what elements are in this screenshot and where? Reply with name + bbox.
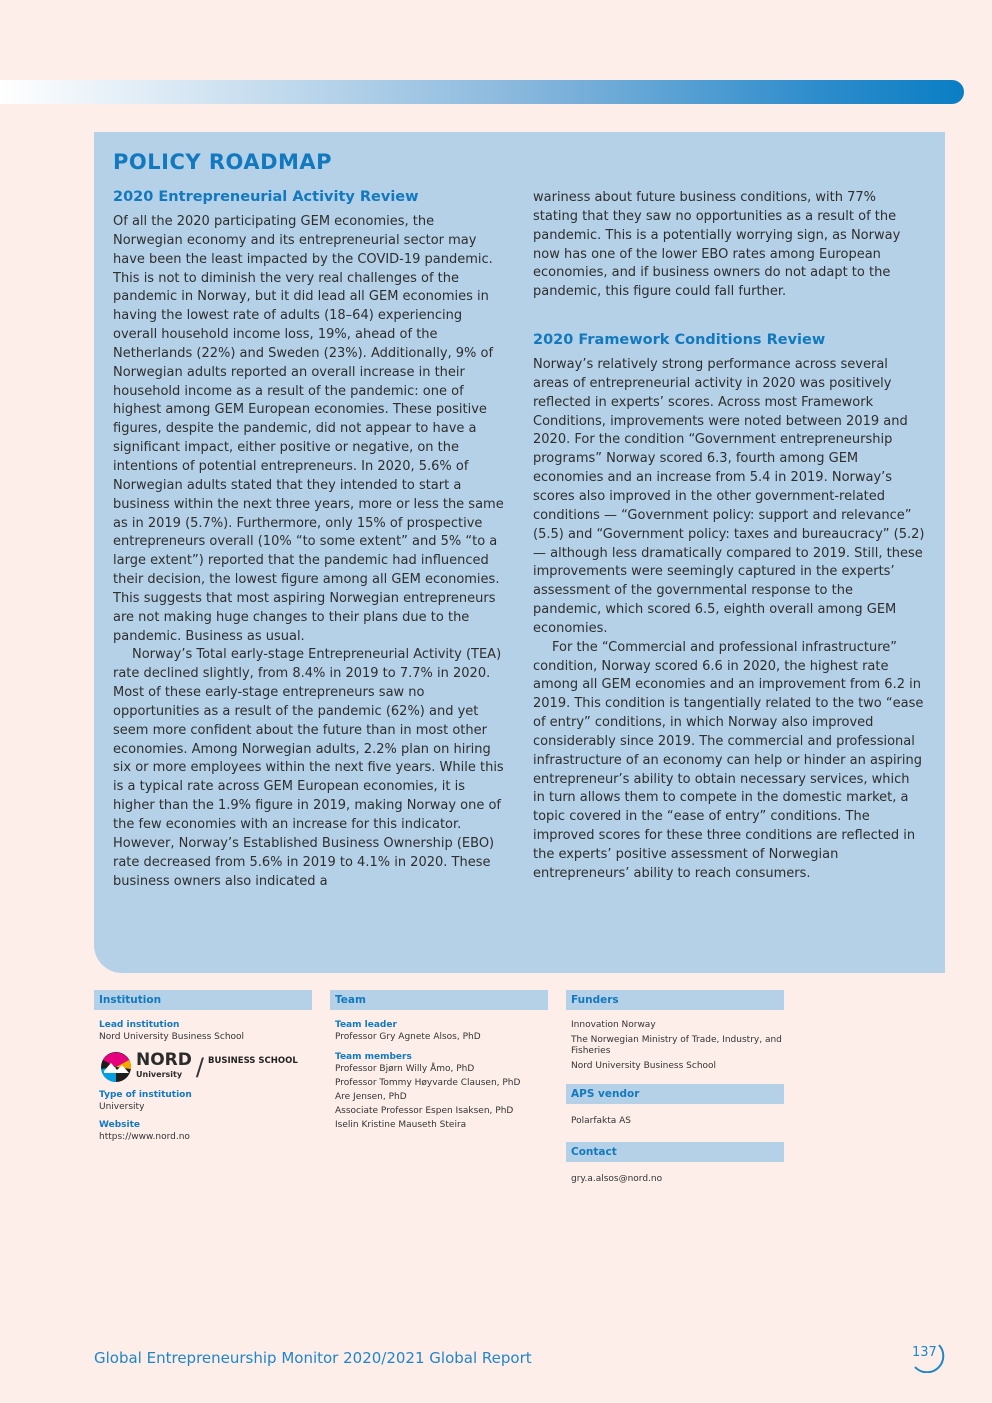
team-leader-label: Team leader	[335, 1020, 397, 1030]
website-label: Website	[99, 1120, 141, 1130]
team-column	[330, 990, 548, 1132]
framework-paragraph-1: Norway’s relatively strong performance across several areas of entrepreneurial activity in 2020 was positively reflected in experts’ scores. Across most Framework Conditions, improvements were noted between 2019 and 2020. For the condition “Government entrepreneurship programs” Norway scored 6.3, fourth among GEM economies and an increase from 5.4 in 2019. Norway’s scores also improved in the other government-related conditions — “Government policy: support and relevance” (5.5) and “Government policy: taxes and bureaucracy” (5.2) — although less dramatically compared to 2019. Still, these improvements were seemingly captured in the experts’ assessment of the governmental response to the pandemic, which scored 6.5, eighth overall among GEM economies.	[533, 357, 925, 636]
aps-vendor-heading: APS vendor	[566, 1084, 784, 1104]
activity-paragraph-2: Norway’s Total early-stage Entrepreneurial Activity (TEA) rate declined slightly, from 8.4% in 2019 to 7.7% in 2020. Most of these early-stage entrepreneurs saw no opportunities as a result of the pandemic (62%) and yet seem more confident about the future than in most other economies. Among Norwegian adults, 2.2% plan on hiring six or more employees within the next five years. While this is a typical rate across GEM European economies, it is higher than the 1.9% figure in 2019, making Norway one of the few economies with an increase for this indicator. However, Norway’s Established Business Ownership (EBO) rate decreased from 5.6% in 2019 to 4.1% in 2020. These business owners also indicated a	[113, 647, 504, 889]
institution-heading: Institution	[94, 990, 312, 1010]
website-link[interactable]: https://www.nord.no	[99, 1132, 190, 1142]
contact-heading: Contact	[566, 1142, 784, 1162]
policy-roadmap-panel	[94, 132, 945, 973]
team-leader-value: Professor Gry Agnete Alsos, PhD	[335, 1032, 481, 1042]
header-gradient-bar	[0, 80, 964, 104]
team-member: Associate Professor Espen Isaksen, PhD	[335, 1106, 514, 1116]
team-members-label: Team members	[335, 1052, 412, 1062]
nord-emblem-icon	[99, 1051, 133, 1083]
logo-separator: /	[195, 1053, 204, 1081]
funder-item: Nord University Business School	[571, 1061, 717, 1071]
funder-item: The Norwegian Ministry of Trade, Industry, and Fisheries	[571, 1035, 782, 1056]
logo-wordmark	[136, 1049, 192, 1082]
section-heading-activity-review: 2020 Entrepreneurial Activity Review	[113, 189, 419, 205]
logo-university-text: University	[136, 1069, 183, 1079]
team-member: Professor Bjørn Willy Åmo, PhD	[335, 1064, 475, 1074]
funder-item: Innovation Norway	[571, 1020, 656, 1030]
footer-report-title: Global Entrepreneurship Monitor 2020/2021 Global Report	[94, 1349, 532, 1367]
nord-university-logo	[94, 1050, 312, 1084]
aps-vendor-value: Polarfakta AS	[571, 1116, 631, 1126]
team-member: Iselin Kristine Mauseth Steira	[335, 1120, 467, 1130]
framework-paragraph-2: For the “Commercial and professional infrastructure” condition, Norway scored 6.6 in 2020, the highest rate among all GEM economies and an improvement from 6.2 in 2019. This condition is tangentially related to the two “ease of entry” conditions, in which Norway also improved considerably since 2019. The commercial and professional infrastructure of an economy can help or hinder an aspiring entrepreneur’s ability to obtain necessary services, which in turn allows them to compete in the domestic market, a topic covered in the “ease of entry” conditions. The improved scores for these three conditions are reflected in the experts’ positive assessment of Norwegian entrepreneurs’ ability to reach consumers.	[533, 639, 924, 881]
institution-type-label: Type of institution	[99, 1090, 192, 1100]
panel-title: POLICY ROADMAP	[113, 150, 333, 174]
contact-email[interactable]: gry.a.alsos@nord.no	[571, 1174, 663, 1184]
logo-nord-text: NORD	[136, 1049, 192, 1070]
right-column	[533, 189, 925, 884]
lead-institution-label: Lead institution	[99, 1020, 180, 1030]
funders-heading: Funders	[566, 990, 784, 1010]
funders-column	[566, 990, 784, 1186]
team-heading: Team	[330, 990, 548, 1010]
institution-column	[94, 990, 312, 1144]
page-number: 137	[912, 1345, 937, 1360]
lead-institution-value: Nord University Business School	[99, 1032, 245, 1042]
institution-type-value: University	[99, 1102, 145, 1112]
team-member: Professor Tommy Høyvarde Clausen, PhD	[335, 1078, 521, 1088]
activity-paragraph-3: wariness about future business conditions, with 77% stating that they saw no opportunities as a result of the pandemic. This is a potentially worrying sign, as Norway now has one of the lower EBO rates among European economies, and if business owners do not adapt to the pandemic, this figure could fall further.	[533, 190, 901, 300]
team-member: Are Jensen, PhD	[335, 1092, 407, 1102]
section-heading-framework-review: 2020 Framework Conditions Review	[533, 332, 826, 349]
page-number-badge	[909, 1341, 947, 1373]
activity-paragraph-1: Of all the 2020 participating GEM economies, the Norwegian economy and its entrepreneurial sector may have been the least impacted by the COVID-19 pandemic. This is not to diminish the very real challenges of the pandemic in Norway, but it did lead all GEM economies in having the lowest rate of adults (18–64) experiencing overall household income loss, 19%, ahead of the Netherlands (22%) and Sweden (23%). Additionally, 9% of Norwegian adults reported an overall increase in their household income as a result of the pandemic: one of highest among GEM European economies. These positive figures, despite the pandemic, did not appear to have a significant impact, either positive or negative, on the intentions of potential entrepreneurs. In 2020, 5.6% of Norwegian adults stated that they intended to start a business within the next three years, more or less the same as in 2019 (5.7%). Furthermore, only 15% of prospective entrepreneurs overall (10% “to some extent” and 5% “to a large extent”) reported that the pandemic had influenced their decision, the lowest figure among all GEM economies. This suggests that most aspiring Norwegian entrepreneurs are not making huge changes to their plans due to the pandemic. Business as usual.	[113, 214, 504, 644]
logo-business-school-text: BUSINESS SCHOOL	[207, 1056, 298, 1066]
left-column	[113, 189, 505, 891]
